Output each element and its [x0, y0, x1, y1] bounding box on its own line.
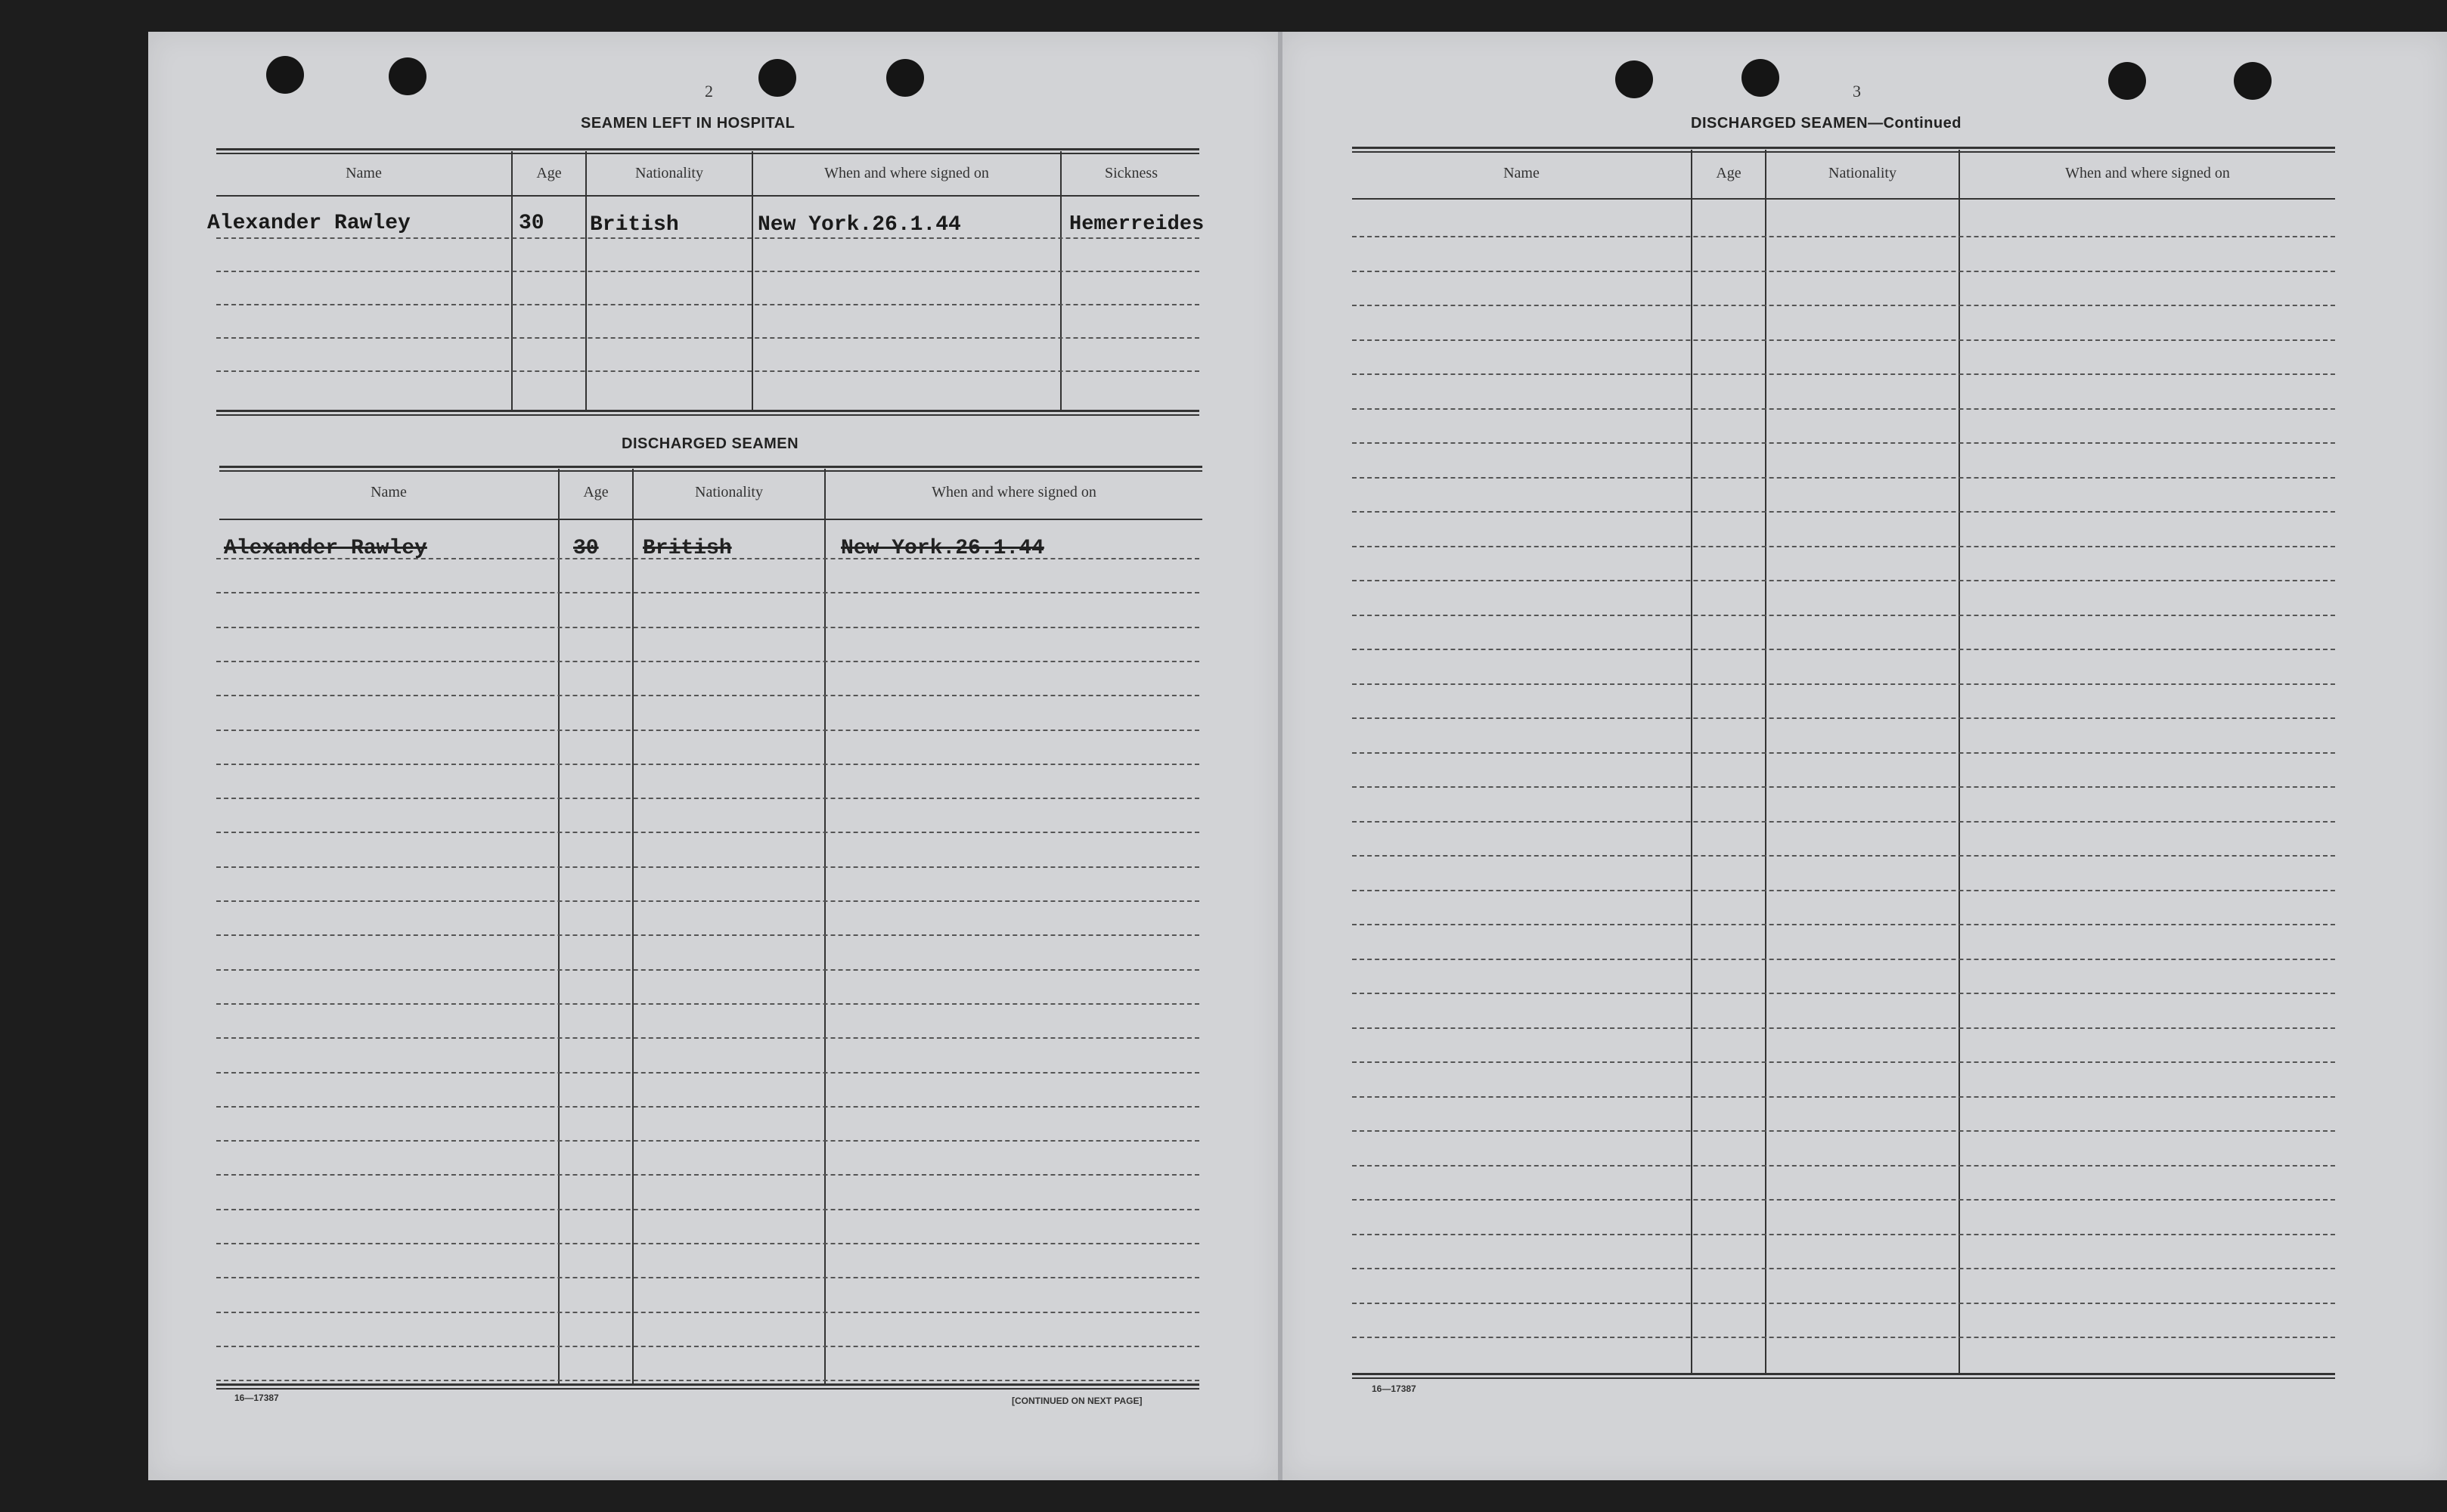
row-line	[1352, 855, 2335, 857]
row-line	[1352, 477, 2335, 479]
punch-hole-icon	[1741, 59, 1779, 97]
row-line	[1352, 890, 2335, 891]
row-line	[216, 337, 1199, 339]
row-line	[216, 1312, 1199, 1313]
table-top-rule	[219, 470, 1202, 472]
table-bottom-rule	[216, 414, 1199, 416]
header-rule	[216, 195, 1199, 197]
continued-note: [CONTINUED ON NEXT PAGE]	[1012, 1396, 1143, 1406]
row-line	[1352, 821, 2335, 823]
table-bottom-rule	[216, 1388, 1199, 1390]
row-line	[1352, 1234, 2335, 1235]
column-header-sickness: Sickness	[1105, 165, 1158, 181]
row-line	[216, 1003, 1199, 1005]
column-divider	[585, 151, 587, 411]
row-line	[1352, 1303, 2335, 1304]
row-line	[216, 730, 1199, 731]
row-line	[216, 627, 1199, 628]
column-divider	[752, 151, 753, 411]
row-line	[1352, 717, 2335, 719]
hospital-nationality-cell: British	[590, 213, 679, 237]
table-bottom-rule	[1352, 1377, 2335, 1379]
punch-hole-icon	[2108, 62, 2146, 100]
punch-hole-icon	[886, 59, 924, 97]
punch-hole-icon	[389, 57, 426, 95]
table-bottom-rule	[1352, 1373, 2335, 1375]
column-divider	[1691, 150, 1692, 1374]
right-page	[1281, 32, 2447, 1480]
row-line	[216, 900, 1199, 902]
row-line	[1352, 1165, 2335, 1167]
row-line	[216, 1072, 1199, 1074]
discharged-nationality-cell: British	[643, 537, 732, 560]
row-line	[216, 1140, 1199, 1142]
column-divider	[1060, 151, 1062, 411]
column-header-signed-on: When and where signed on	[2065, 165, 2230, 181]
column-divider	[824, 469, 826, 1383]
discharged-signed-on-cell: New York.26.1.44	[841, 537, 1044, 560]
row-line	[216, 661, 1199, 662]
header-rule	[219, 519, 1202, 520]
row-line	[1352, 408, 2335, 410]
row-line	[216, 798, 1199, 799]
left-page	[148, 32, 1278, 1480]
column-header-name: Name	[346, 165, 382, 181]
row-line	[216, 1174, 1199, 1176]
row-line	[216, 866, 1199, 868]
page-number: 3	[1853, 82, 1861, 101]
row-line	[216, 1380, 1199, 1381]
column-header-age: Age	[1716, 165, 1741, 181]
row-line	[216, 934, 1199, 936]
column-divider	[511, 151, 513, 411]
hospital-age-cell: 30	[519, 212, 544, 235]
discharged-continued-title: DISCHARGED SEAMEN—Continued	[1691, 115, 1962, 132]
table-bottom-rule	[216, 1383, 1199, 1386]
row-line	[216, 1106, 1199, 1108]
discharged-age-cell: 30	[573, 537, 599, 560]
page-number: 2	[705, 82, 713, 101]
row-line	[1352, 615, 2335, 616]
punch-hole-icon	[758, 59, 796, 97]
column-header-name: Name	[1503, 165, 1540, 181]
row-line	[1352, 442, 2335, 444]
hospital-signed-on-cell: New York.26.1.44	[758, 213, 961, 237]
row-line	[216, 304, 1199, 305]
row-line	[216, 1209, 1199, 1210]
column-divider	[632, 469, 634, 1383]
hospital-name-cell: Alexander Rawley	[207, 212, 411, 235]
row-line	[1352, 373, 2335, 375]
column-header-signed-on: When and where signed on	[932, 484, 1096, 500]
column-divider	[558, 469, 560, 1383]
punch-hole-icon	[1615, 60, 1653, 98]
row-line	[1352, 1337, 2335, 1338]
header-rule	[1352, 198, 2335, 200]
table-top-rule	[1352, 151, 2335, 153]
row-line	[216, 1243, 1199, 1244]
table-bottom-rule	[216, 410, 1199, 412]
column-header-signed-on: When and where signed on	[824, 165, 989, 181]
row-line	[216, 1277, 1199, 1278]
row-line	[1352, 1268, 2335, 1269]
page-fold	[1278, 32, 1282, 1480]
row-line	[1352, 1061, 2335, 1063]
column-header-age: Age	[536, 165, 562, 181]
punch-hole-icon	[2234, 62, 2272, 100]
discharged-section-title: DISCHARGED SEAMEN	[622, 435, 799, 452]
form-number: 16—17387	[1372, 1383, 1416, 1394]
row-line	[1352, 271, 2335, 272]
table-top-rule	[219, 466, 1202, 468]
row-line	[1352, 236, 2335, 237]
row-line	[1352, 1096, 2335, 1098]
row-line	[1352, 511, 2335, 513]
row-line	[1352, 993, 2335, 994]
row-line	[1352, 752, 2335, 754]
row-line	[1352, 786, 2335, 788]
row-line	[216, 695, 1199, 696]
row-line	[1352, 649, 2335, 650]
column-header-nationality: Nationality	[1828, 165, 1897, 181]
table-top-rule	[1352, 147, 2335, 149]
row-line	[216, 237, 1199, 239]
column-divider	[1765, 150, 1766, 1374]
hospital-sickness-cell: Hemerreides	[1069, 213, 1205, 236]
column-divider	[1959, 150, 1960, 1374]
row-line	[216, 1346, 1199, 1347]
column-header-nationality: Nationality	[695, 484, 763, 500]
row-line	[216, 832, 1199, 833]
row-line	[1352, 1130, 2335, 1132]
column-header-nationality: Nationality	[635, 165, 703, 181]
hospital-section-title: SEAMEN LEFT IN HOSPITAL	[581, 115, 796, 132]
row-line	[216, 764, 1199, 765]
row-line	[216, 271, 1199, 272]
row-line	[1352, 1027, 2335, 1029]
row-line	[216, 370, 1199, 372]
table-top-rule	[216, 148, 1199, 150]
row-line	[216, 969, 1199, 971]
row-line	[1352, 959, 2335, 960]
discharged-name-cell: Alexander Rawley	[224, 537, 427, 560]
row-line	[216, 1037, 1199, 1039]
row-line	[1352, 683, 2335, 685]
column-header-name: Name	[371, 484, 407, 500]
column-header-age: Age	[583, 484, 609, 500]
row-line	[1352, 305, 2335, 306]
form-number: 16—17387	[234, 1393, 279, 1403]
punch-hole-icon	[266, 56, 304, 94]
row-line	[1352, 546, 2335, 547]
row-line	[1352, 1199, 2335, 1201]
row-line	[1352, 924, 2335, 925]
row-line	[1352, 580, 2335, 581]
row-line	[1352, 339, 2335, 341]
table-top-rule	[216, 153, 1199, 154]
row-line	[216, 592, 1199, 593]
